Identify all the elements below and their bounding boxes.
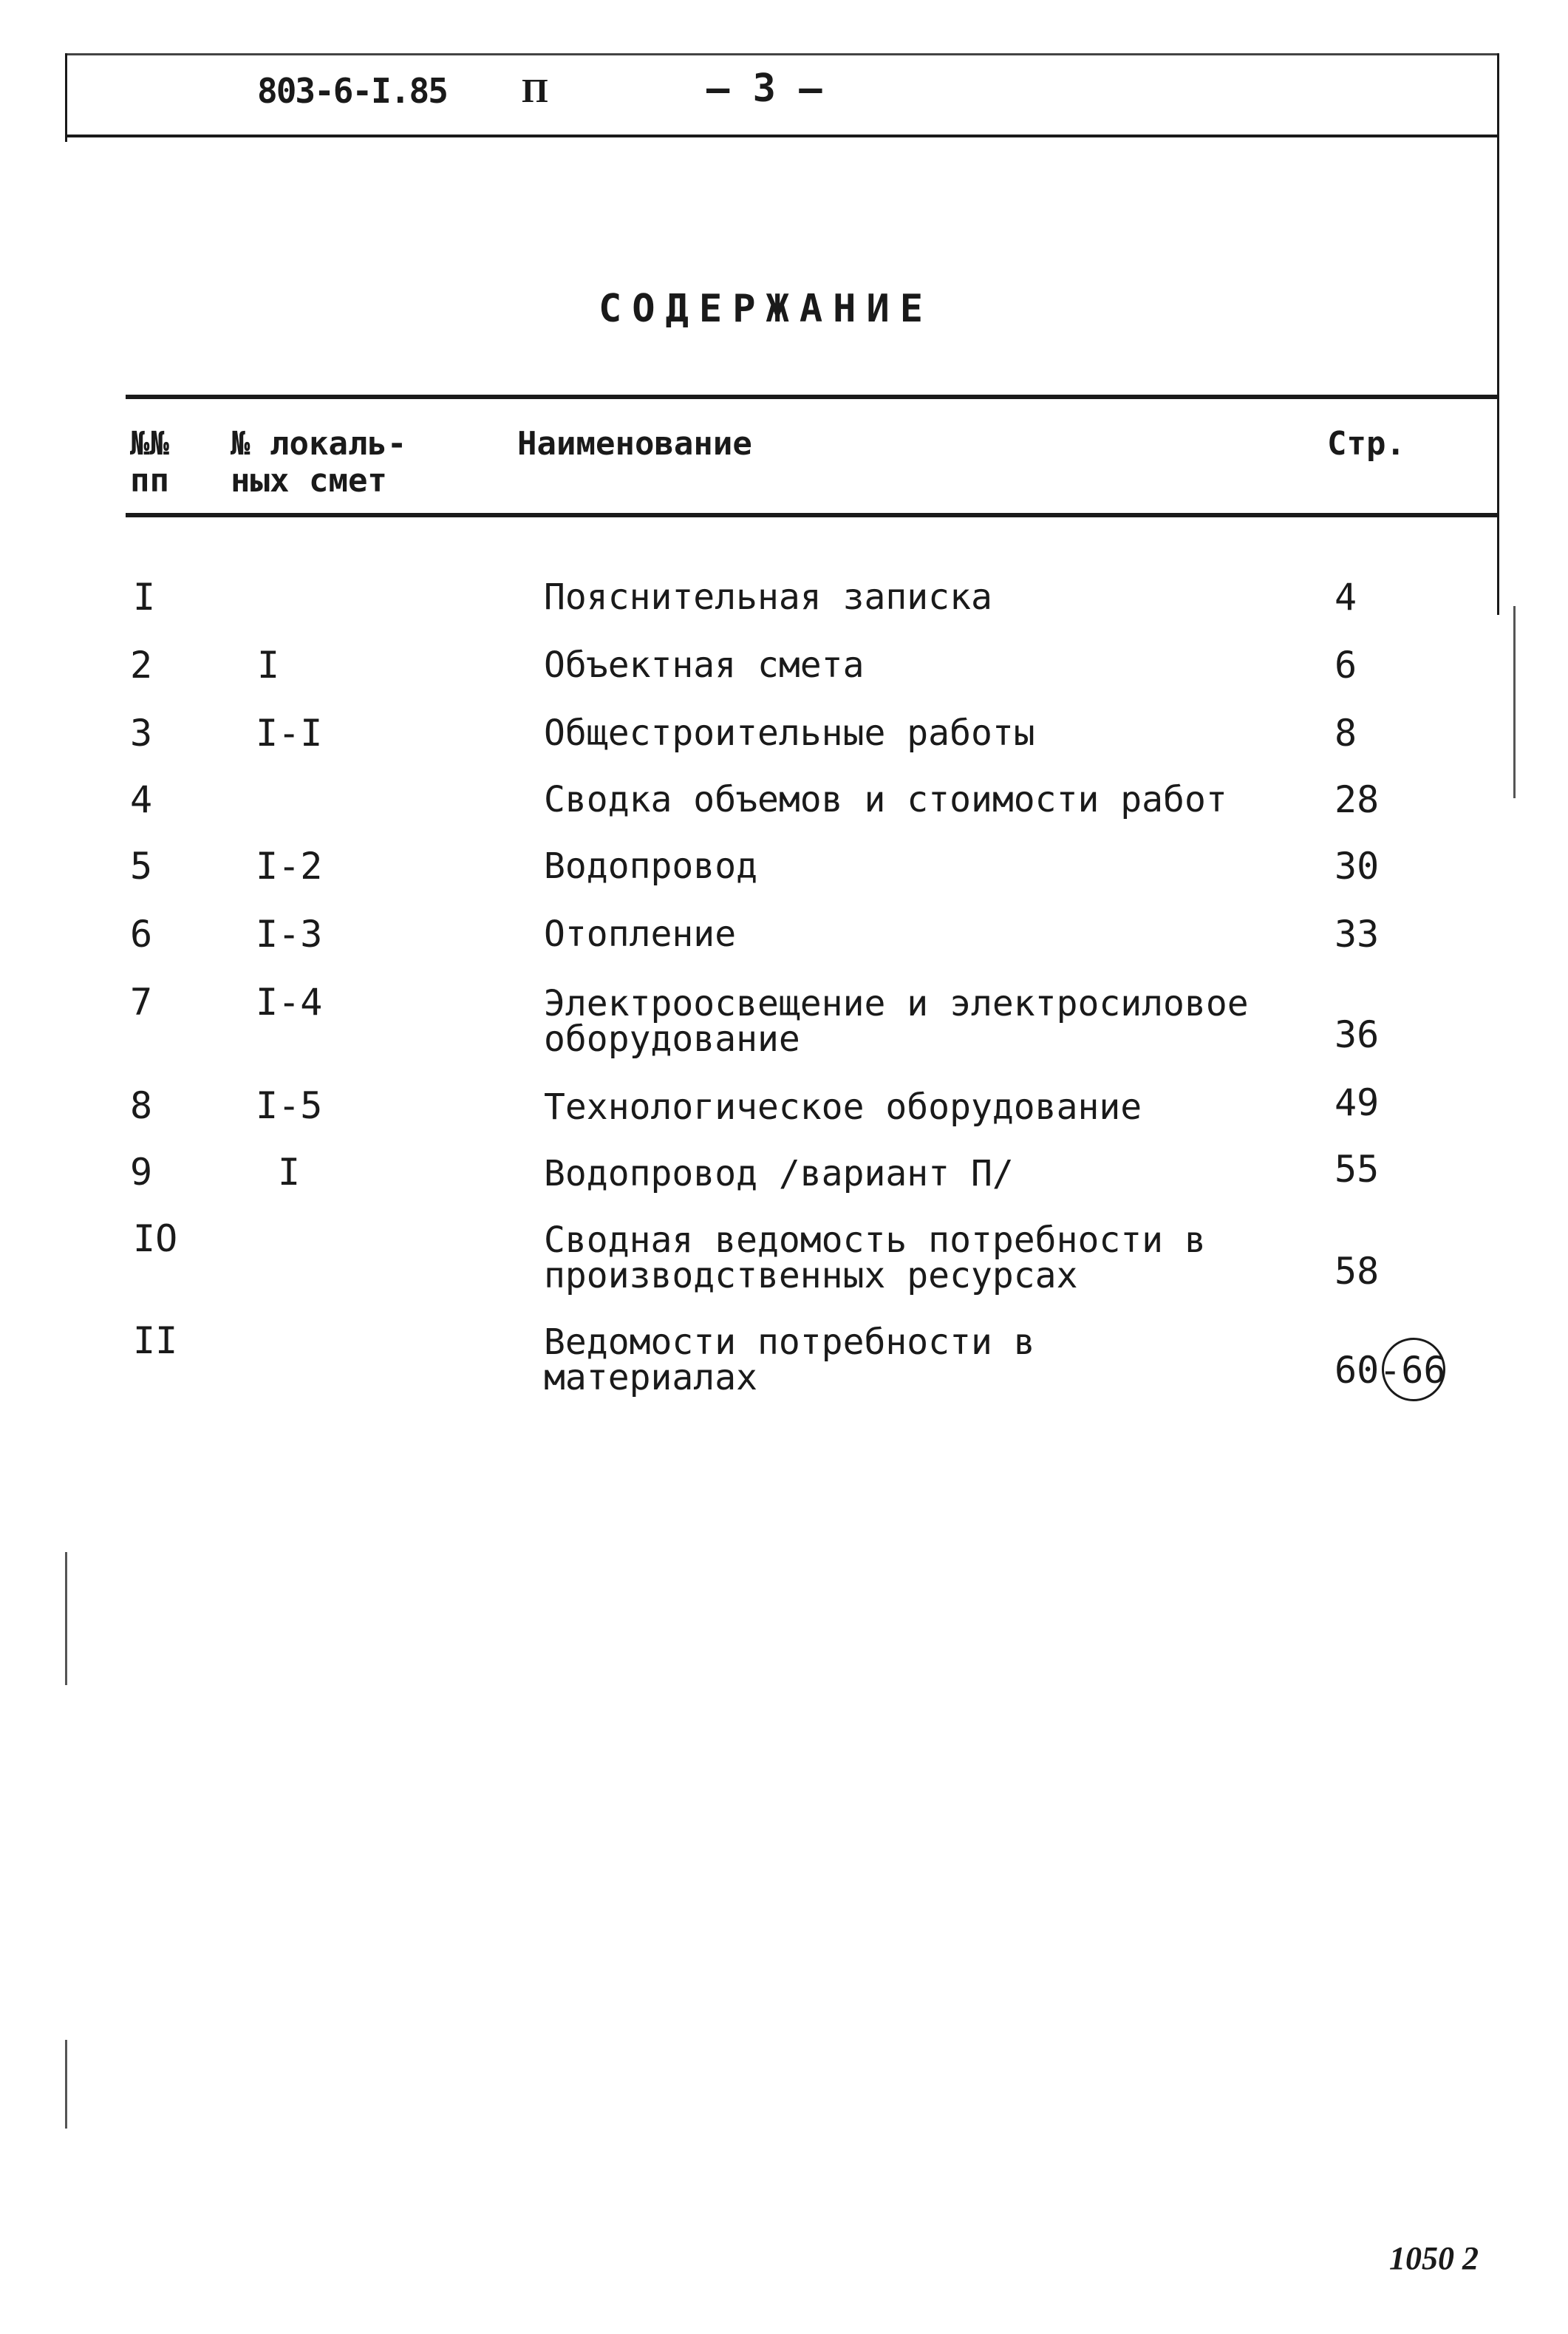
page-number: — 3 — <box>706 67 822 111</box>
row-local-estimate: I <box>278 1151 301 1194</box>
row-name: Объектная смета <box>544 644 865 686</box>
row-number: 4 <box>130 778 153 821</box>
row-page: 4 <box>1334 576 1357 619</box>
handwritten-circle-mark <box>1382 1338 1445 1401</box>
row-name: Сводка объемов и стоимости работ <box>544 779 1227 820</box>
frame-right-line <box>1497 53 1499 615</box>
document-part: П <box>522 72 548 109</box>
row-number: 3 <box>130 712 153 755</box>
row-page: 60-66 <box>1334 1349 1446 1392</box>
page-title: СОДЕРЖАНИЕ <box>599 287 934 331</box>
row-local-estimate: I-3 <box>256 913 323 956</box>
row-name: Сводная ведомость потребности в производственных ресурсах <box>544 1219 1206 1296</box>
col-header-number: №№ пп <box>130 425 169 500</box>
left-margin-rule <box>65 1552 67 1685</box>
col-header-page: Стр. <box>1327 425 1405 463</box>
row-page: 55 <box>1334 1148 1380 1191</box>
row-number: 2 <box>130 644 153 687</box>
right-margin-rule <box>1513 606 1516 798</box>
left-margin-rule-lower <box>65 2040 67 2129</box>
row-local-estimate: I <box>257 644 280 687</box>
row-number: 6 <box>130 913 153 956</box>
table-header-rule <box>126 513 1499 517</box>
row-local-estimate: I-2 <box>256 845 323 888</box>
row-number: 9 <box>130 1151 153 1194</box>
frame-top-line <box>65 53 1499 55</box>
row-name: Водопровод /вариант П/ <box>544 1153 1014 1194</box>
frame-left-line <box>65 53 67 142</box>
row-number: I <box>133 576 156 619</box>
row-name: Электроосвещение и электросиловое оборудование <box>544 983 1249 1060</box>
table-top-rule <box>126 395 1499 399</box>
row-page: 58 <box>1334 1250 1380 1293</box>
row-local-estimate: I-I <box>256 712 323 755</box>
handwritten-sheet-number: 1050 2 <box>1389 2240 1479 2276</box>
row-number: 7 <box>130 981 153 1024</box>
row-name: Технологическое оборудование <box>544 1086 1142 1128</box>
row-page: 6 <box>1334 644 1357 687</box>
row-number: 8 <box>130 1084 153 1127</box>
col-header-local-estimate: № локаль- ных смет <box>231 425 407 500</box>
row-name: Отопление <box>544 913 737 955</box>
row-page: 30 <box>1334 845 1380 888</box>
document-code: 803-6-I.85 <box>257 71 447 111</box>
row-page: 36 <box>1334 1013 1380 1056</box>
row-page: 8 <box>1334 712 1357 755</box>
row-page: 49 <box>1334 1081 1380 1124</box>
row-name: Пояснительная записка <box>544 576 992 618</box>
row-local-estimate: I-4 <box>256 981 323 1024</box>
row-page: 33 <box>1334 913 1380 956</box>
row-number: II <box>133 1319 178 1362</box>
row-name: Ведомости потребности в материалах <box>544 1321 1035 1398</box>
row-local-estimate: I-5 <box>256 1084 323 1127</box>
row-name: Общестроительные работы <box>544 712 1035 754</box>
header-divider <box>65 135 1499 137</box>
row-number: 5 <box>130 845 153 888</box>
col-header-name: Наименование <box>517 425 752 463</box>
row-number: IO <box>133 1217 178 1260</box>
row-name: Водопровод <box>544 846 757 887</box>
row-page: 28 <box>1334 778 1380 821</box>
